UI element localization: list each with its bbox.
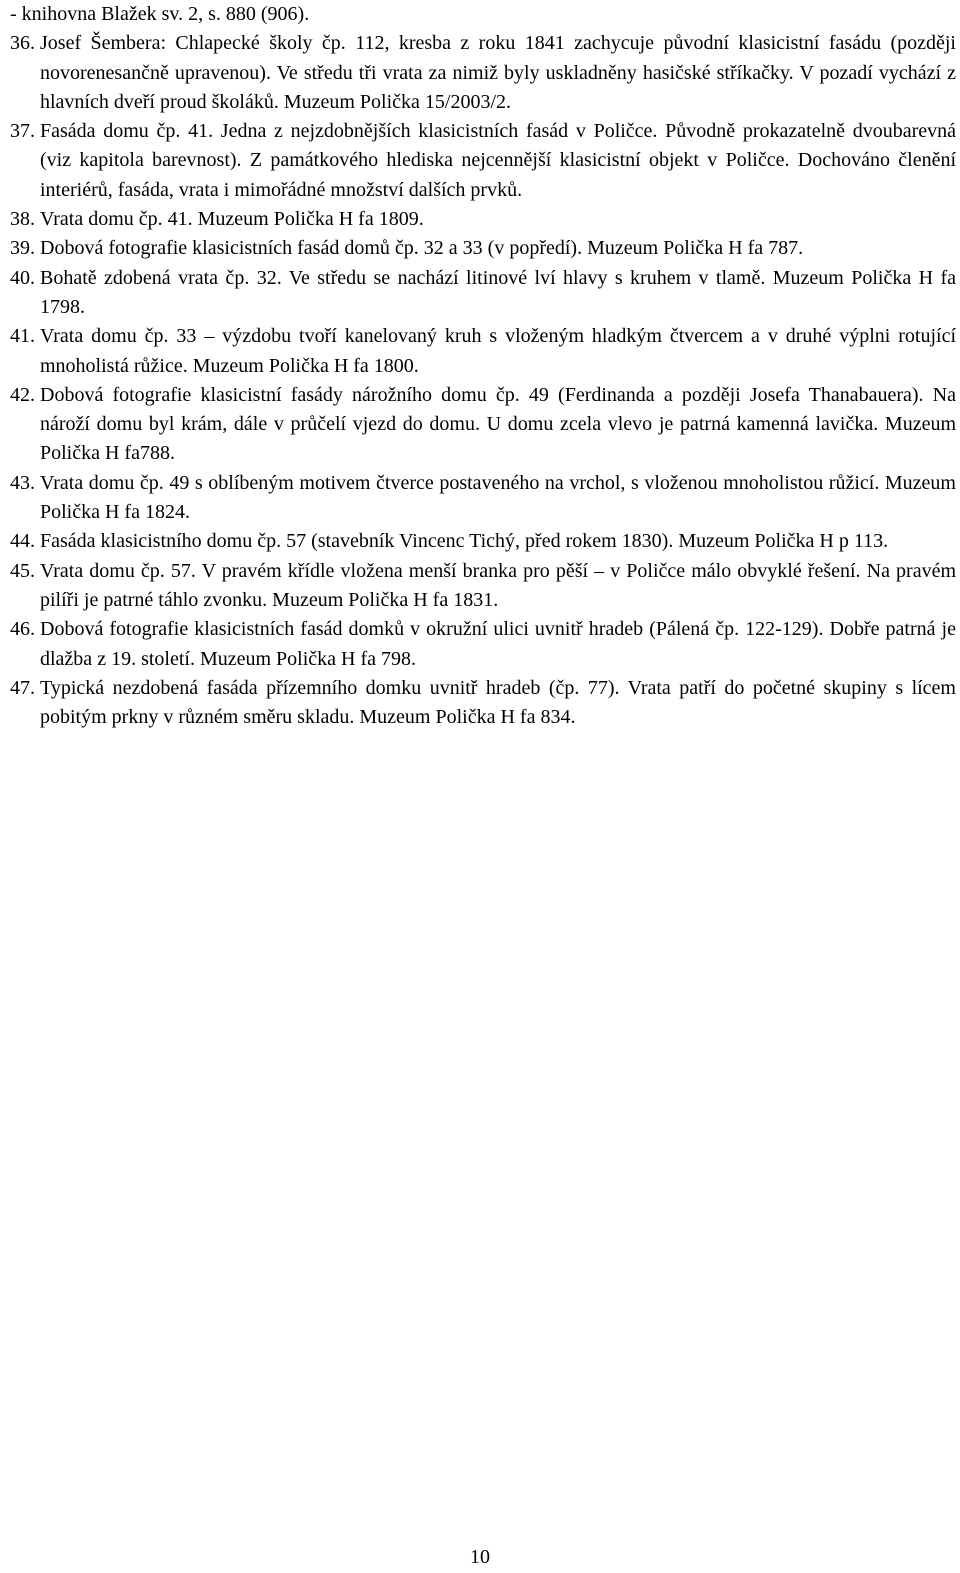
- caption-number: 36.: [10, 32, 35, 55]
- caption-number: 47.: [10, 676, 35, 699]
- caption-entry-41: [10, 322, 956, 381]
- caption-number: 46.: [10, 618, 35, 641]
- caption-list: [10, 0, 956, 732]
- caption-number: 39.: [10, 237, 35, 260]
- caption-text: Dobová fotografie klasicistních fasád domků v okružní ulici uvnitř hradeb (Pálená čp. 122-129). Dobře patrná je dlažba z 19. století. Muzeum Polička H fa 798.: [40, 618, 956, 670]
- caption-entry-39: [10, 234, 956, 263]
- caption-text: Dobová fotografie klasicistní fasády nárožního domu čp. 49 (Ferdinanda a později Josefa Thanabauera). Na nároží domu byl krám, dále v průčelí vjezd do domu. U domu zcela vlevo je patrná kamenná lavička. Muzeum Polička H fa788.: [40, 383, 956, 465]
- caption-number: 37.: [10, 120, 35, 143]
- caption-text: Vrata domu čp. 49 s oblíbeným motivem čtverce postaveného na vrchol, s vloženou mnoholistou růžicí. Muzeum Polička H fa 1824.: [40, 471, 956, 524]
- caption-entry-46: [10, 615, 956, 674]
- caption-entry-44: [10, 527, 956, 556]
- caption-number: 44.: [10, 530, 35, 553]
- caption-text: Josef Šembera: Chlapecké školy čp. 112, kresba z roku 1841 zachycuje původní klasicistní fasádu (později novorenesančně upravenou). Ve středu tři vrata za nimiž byly uskladněny hasičské stříkačky. V pozadí vychází z hlavních dveří proud školáků. Muzeum Polička 15/2003/2.: [40, 32, 956, 113]
- caption-text: Fasáda klasicistního domu čp. 57 (stavebník Vincenc Tichý, před rokem 1830). Muzeum Polička H p 113.: [40, 530, 889, 553]
- caption-number: 38.: [10, 208, 35, 231]
- caption-entry-36: [10, 29, 956, 117]
- caption-number: 45.: [10, 559, 35, 582]
- caption-text: Vrata domu čp. 41. Muzeum Polička H fa 1809.: [40, 208, 424, 231]
- page-number: 10: [470, 1546, 490, 1568]
- caption-entry-38: [10, 205, 956, 234]
- caption-entry-42: [10, 381, 956, 469]
- caption-text: Fasáda domu čp. 41. Jedna z nejzdobnějších klasicistních fasád v Poličce. Původně prokazatelně dvoubarevná (viz kapitola barevnost). Z památkového hlediska nejcennější klasicistní objekt v Poličce. Dochováno členění interiérů, fasáda, vrata i mimořádné množství dalších prvků.: [40, 120, 956, 201]
- caption-number: 40.: [10, 266, 35, 289]
- caption-text: Vrata domu čp. 33 – výzdobu tvoří kanelovaný kruh s vloženým hladkým čtvercem a v druhé výplni rotující mnoholistá růžice. Muzeum Polička H fa 1800.: [40, 325, 956, 377]
- intro-line: - knihovna Blažek sv. 2, s. 880 (906).: [10, 3, 310, 25]
- caption-entry-47: [10, 674, 956, 733]
- caption-text: Typická nezdobená fasáda přízemního domku uvnitř hradeb (čp. 77). Vrata patří do početné skupiny s lícem pobitým prkny v různém směru skladu. Muzeum Polička H fa 834.: [40, 676, 956, 729]
- caption-entry-40: [10, 264, 956, 323]
- caption-text: Dobová fotografie klasicistních fasád domů čp. 32 a 33 (v popředí). Muzeum Polička H fa 787.: [40, 237, 804, 260]
- caption-text: Vrata domu čp. 57. V pravém křídle vložena menší branka pro pěší – v Poličce málo obvyklé řešení. Na pravém pilíři je patrné táhlo zvonku. Muzeum Polička H fa 1831.: [40, 559, 956, 611]
- caption-number: 41.: [10, 325, 35, 348]
- caption-entry-45: [10, 557, 956, 616]
- caption-number: 43.: [10, 471, 35, 494]
- caption-number: 42.: [10, 383, 35, 406]
- caption-text: Bohatě zdobená vrata čp. 32. Ve středu se nachází litinové lví hlavy s kruhem v tlamě. Muzeum Polička H fa 1798.: [40, 266, 956, 318]
- caption-entry-43: [10, 469, 956, 528]
- caption-entry-37: [10, 117, 956, 205]
